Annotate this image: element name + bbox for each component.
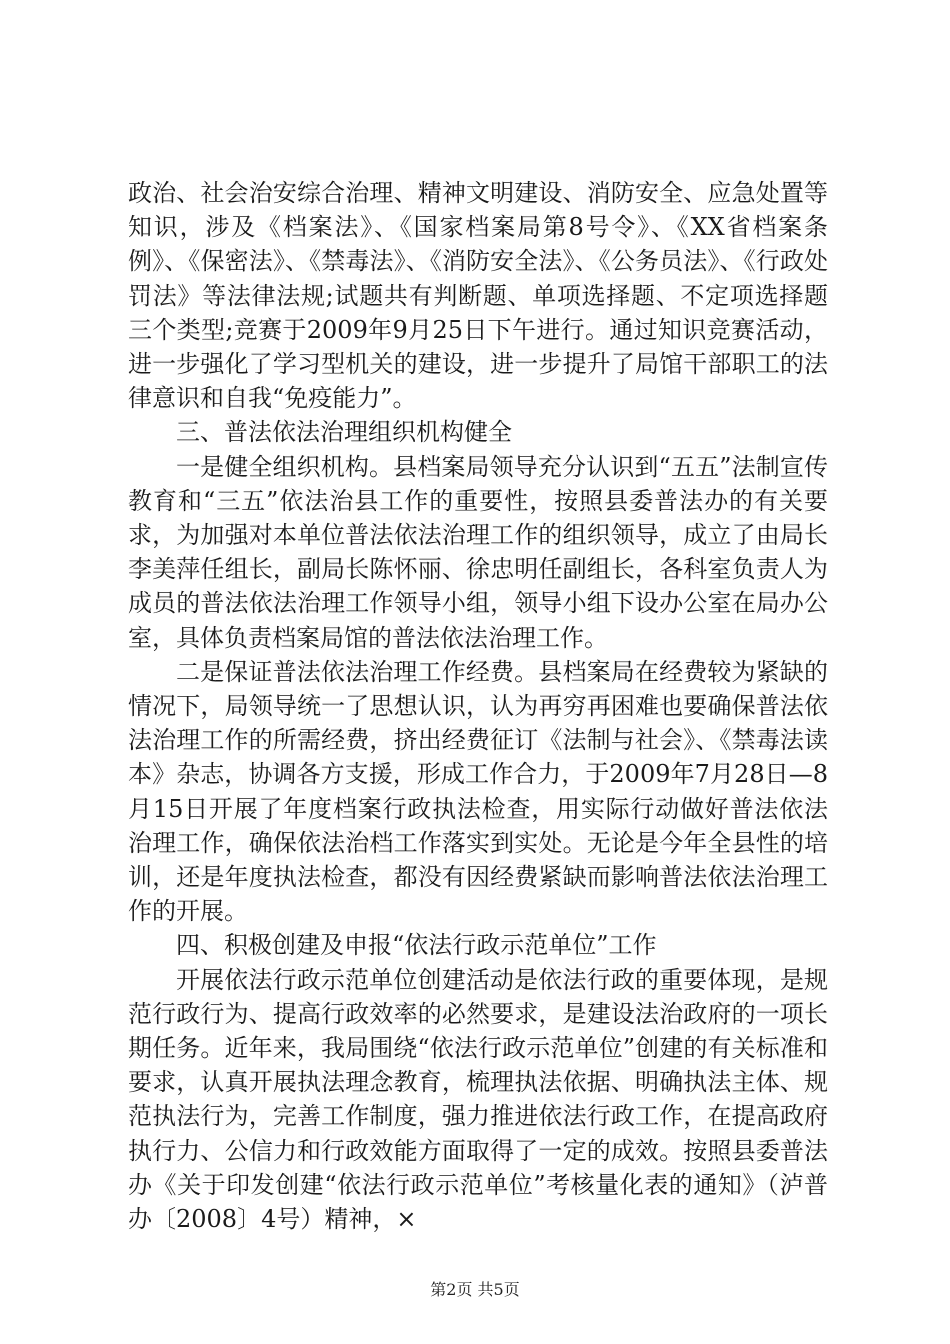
document-body	[128, 176, 828, 1236]
page-footer: 第2页 共5页	[430, 1280, 520, 1299]
section-heading-3: 三、普法依法治理组织机构健全	[176, 418, 512, 447]
paragraph-1: 政治、社会治安综合治理、精神文明建设、消防安全、应急处置等知识，涉及《档案法》、《国家档案局第8号令》、《XX省档案条例》、《保密法》、《禁毒法》、《消防安全法》、《公务员法》、《行政处罚法》等法律法规;试题共有判断题、单项选择题、不定项选择题三个类型;竞赛于2009年9月25日下午进行。通过知识竞赛活动，进一步强化了学习型机关的建设，进一步提升了局馆干部职工的法律意识和自我“免疫能力”。	[128, 179, 828, 413]
paragraph-funding: 二是保证普法依法治理工作经费。县档案局在经费较为紧缺的情况下，局领导统一了思想认识，认为再穷再困难也要确保普法依法治理工作的所需经费，挤出经费征订《法制与社会》、《禁毒法读本》杂志，协调各方支援，形成工作合力，于2009年7月28日—8月15日开展了年度档案行政执法检查，用实际行动做好普法依法治理工作，确保依法治档工作落实到实处。无论是今年全县性的培训，还是年度执法检查，都没有因经费紧缺而影响普法依法治理工作的开展。	[128, 657, 828, 926]
paragraph-organization: 一是健全组织机构。县档案局领导充分认识到“五五”法制宣传教育和“三五”依法治县工作的重要性，按照县委普法办的有关要求，为加强对本单位普法依法治理工作的组织领导，成立了由局长李美萍任组长，副局长陈怀丽、徐忠明任副组长，各科室负责人为成员的普法依法治理工作领导小组，领导小组下设办公室在局办公室，具体负责档案局馆的普法依法治理工作。	[128, 452, 828, 652]
section-heading-4: 四、积极创建及申报“依法行政示范单位”工作	[176, 931, 657, 960]
paragraph-demonstration-unit: 开展依法行政示范单位创建活动是依法行政的重要体现，是规范行政行为、提高行政效率的必然要求，是建设法治政府的一项长期任务。近年来，我局围绕“依法行政示范单位”创建的有关标准和要求，认真开展执法理念教育，梳理执法依据、明确执法主体、规范执法行为，完善工作制度，强力推进依法行政工作，在提高政府执行力、公信力和行政效能方面取得了一定的成效。按照县委普法办《关于印发创建“依法行政示范单位”考核量化表的通知》（泸普办〔2008〕4号）精神，×	[128, 965, 828, 1234]
